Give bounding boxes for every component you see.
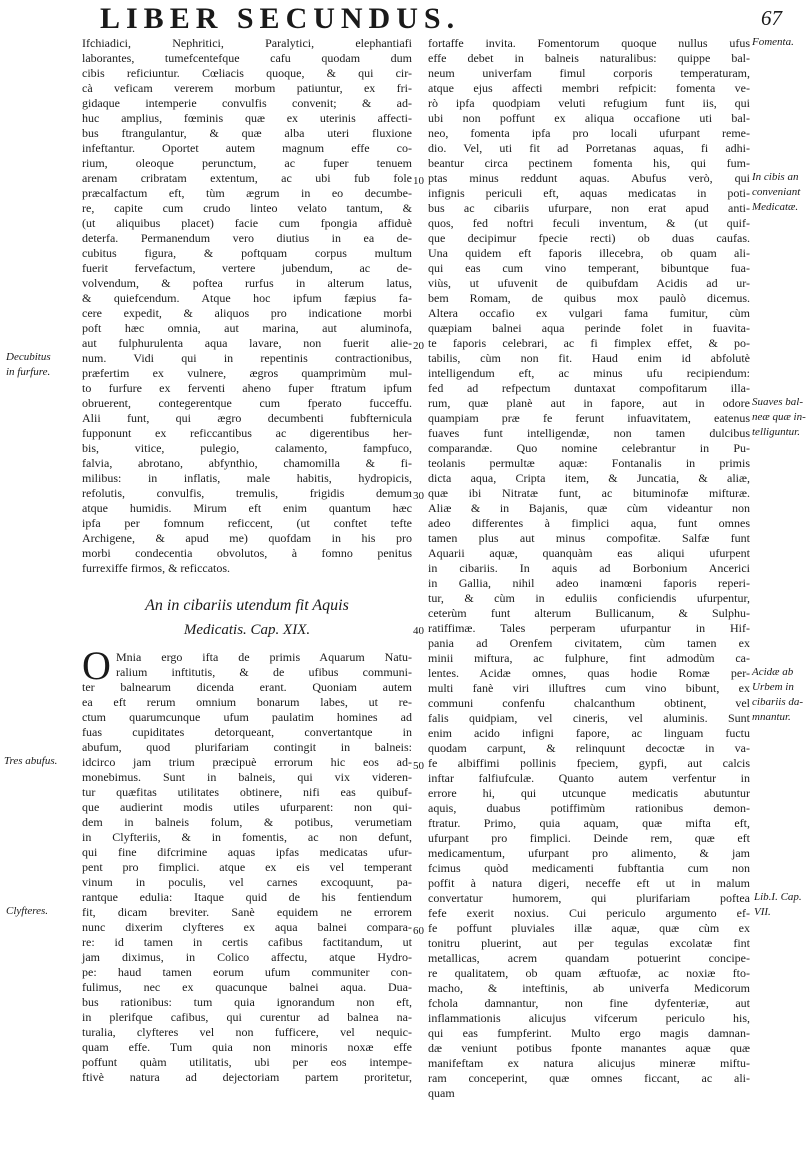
text-line: nunc dixerim clyfteres ex aqua balnei compara-: [82, 920, 412, 934]
text-line: ubi non poffunt ex aliqua occafione uti bal-: [428, 111, 750, 125]
text-line: aquis, duabus potiffimùm rationibus demon-: [428, 801, 750, 815]
text-line: Una quidem eft faporis illecebra, ob quam ali-: [428, 246, 750, 260]
text-line: cà veficam vererem morbum patiuntur, ex fri-: [82, 81, 412, 95]
text-line: que audierint modis utiles ufurparent: non qui-: [82, 800, 412, 814]
line-number: 10: [413, 175, 424, 187]
text-line: in plerifque cafibus, qui curentur ad balnea na-: [82, 1010, 412, 1024]
text-line: pania ad Orenfem civitatem, cùm tamen ex: [428, 636, 750, 650]
text-line: comparandæ. Quo nomine celebrantur in Pu-: [428, 441, 750, 455]
text-line: ratiffimæ. Tales perperam ufurpantur in Hif-: [428, 621, 750, 635]
text-line: atque ejus affecti membri refpicit: fomenta ve-: [428, 81, 750, 95]
text-line: ftratur. Primo, quia aquam, quæ mifta eft,: [428, 816, 750, 830]
text-line: qui fine difcrimine aquas ipfas medicatas ufur-: [82, 845, 412, 859]
text-line: in Clyfteriis, & in fomentis, ac non defunt,: [82, 830, 412, 844]
text-line: macho, & inteftinis, ab univerfa Medicorum: [428, 981, 750, 995]
text-line: fe albiffimi pollinis fpeciem, gypfi, aut calcis: [428, 756, 750, 770]
text-line: fit, dicam breviter. Sanè equidem ne errorem: [82, 905, 412, 919]
text-line: re, capite cum crudo linteo velato tantum, &: [82, 201, 412, 215]
text-line: effe debet in balneis naturalibus: quippe bal-: [428, 51, 750, 65]
text-line: falis quidpiam, vel cineris, vel aluminis. Sunt: [428, 711, 750, 725]
text-line: Archigene, & apud me) quofdam in his pro: [82, 531, 412, 545]
text-line: ter balnearum dicenda erant. Quoniam autem: [82, 680, 412, 694]
text-line: errore hi, qui utcunque medicatis abutuntur: [428, 786, 750, 800]
text-line: infignis periculi eft, aquas medicatas in poti-: [428, 186, 750, 200]
text-line: fuas cupiditates detorqueant, convertantque in: [82, 725, 412, 739]
margin-note-in-cibis: Medicatæ.: [752, 201, 799, 213]
text-line: quodam carpunt, & relinquunt decoctæ in va-: [428, 741, 750, 755]
text-line: & quiefcendum. Atque hoc ipfum fæpius fa-: [82, 291, 412, 305]
text-line: re: id tamen in certis cafibus factitandum, ut: [82, 935, 412, 949]
text-line: bem Romam, de quibus mox paulò dicemus.: [428, 291, 750, 305]
text-line: bus ftrangulantur, & quæ alba uteri fluxione: [82, 126, 412, 140]
text-line: Aliæ & in Bajanis, quæ cùm videantur non: [428, 501, 750, 515]
text-line: adeo differentes à fimplici aqua, funt omnes: [428, 516, 750, 530]
text-line: Mnia ergo ifta de primis Aquarum Natu-: [116, 650, 412, 664]
text-line: poft hæc omnia, aut marina, aut aluminofa,: [82, 321, 412, 335]
text-line: cibis reficiuntur. Cœliacis quoque, & qui cir-: [82, 66, 412, 80]
text-line: infeftantur. Oportet autem magnum effe co-: [82, 141, 412, 155]
text-line: vinum in poculis, vel carnes excoquunt, pa-: [82, 875, 412, 889]
text-line: multi fanè viri illuftres cum vino bibunt, ex: [428, 681, 750, 695]
margin-note-suaves: Suaves bal-: [752, 396, 804, 408]
text-line: num. Vidi qui in repentinis contractionibus,: [82, 351, 412, 365]
text-line: re qualitatem, ob quam æftuofæ, ac noxiæ fto-: [428, 966, 750, 980]
text-line: tabilis, cùm non fit. Haud enim id abfolutè: [428, 351, 750, 365]
text-line: abufum, quod plurifariam contingit in balneis:: [82, 740, 412, 754]
text-line: gidaque intemperie convulfis convenit; & ad-: [82, 96, 412, 110]
text-line: turalia, clyfteres vel non fufficere, vel nequic-: [82, 1025, 412, 1039]
text-line: fcimus quòd medicamenti fubftantia cum non: [428, 861, 750, 875]
line-number: 20: [413, 340, 424, 352]
text-line: quam effe. Tum quia non minoris noxæ effe: [82, 1040, 412, 1054]
margin-note-decubitus: Decubitus: [6, 351, 51, 363]
text-line: ea eft rerum omnium bonarum labes, ut re-: [82, 695, 412, 709]
text-line: furrexiffe firmos, & reficcatos.: [82, 561, 231, 575]
margin-note-acidae: cibariis da-: [752, 696, 804, 708]
margin-note-suaves: neæ quæ in-: [752, 411, 806, 423]
text-line: ceterùm funt alterum Bullicanum, & Sulphu-: [428, 606, 750, 620]
text-line: fupponunt ex reficcantibus ac digerentibus her-: [82, 426, 412, 440]
text-line: inflammationis alicujus vifcerum periculo his,: [428, 1011, 750, 1025]
text-line: pe: haud tamen eorum ufum communiter con-: [82, 965, 412, 979]
text-line: dæ veniunt potibus fponte manantes aquæ quæ: [428, 1041, 750, 1055]
text-line: deterfa. Permanendum vero diutius in ea de-: [82, 231, 412, 245]
margin-note-suaves: telliguntur.: [752, 426, 800, 438]
text-line: dio. Vel, uti fit ad Porretanas aquas, fi adhi-: [428, 141, 750, 155]
text-line: volvendum, & poftea rurfus in alterum latus,: [82, 276, 412, 290]
margin-note-decubitus: in furfure.: [6, 366, 51, 378]
text-line: refolutis, convulfis, tremulis, frigidis demum: [82, 486, 412, 500]
margin-note-clysteres: Clyfteres.: [6, 905, 49, 917]
text-line: obruerent, contegerentque cum fperato fucceffu.: [82, 396, 412, 410]
text-line: milibus: in inflatis, male habitis, hydropicis,: [82, 471, 412, 485]
text-line: præfertim ex vulnere, ægros quamprimùm mul-: [82, 366, 412, 380]
margin-note-acidae: Acidæ ab: [752, 666, 794, 678]
text-line: medicamentum, ufurpant pro alimento, & jam: [428, 846, 750, 860]
text-line: ipfa per fomnum reficcent, (ut conftet tefte: [82, 516, 412, 530]
text-line: ftivè natura ad dejectoriam partem proritetur,: [82, 1070, 412, 1084]
text-line: Ifchiadici, Nephritici, Paralytici, elephantiafi: [82, 36, 412, 50]
text-line: enim acido infigni fapore, ac linguam fuctu: [428, 726, 750, 740]
text-line: fortaffe invita. Fomentorum quoque nullus ufus: [428, 36, 750, 50]
text-line: morbi condecentia obvolutos, à fomno penitus: [82, 546, 412, 560]
text-line: bis, vitice, pulegio, calamento, fampfuco,: [82, 441, 412, 455]
text-line: neum univerfam fimul corporis temperaturam,: [428, 66, 750, 80]
text-line: Alii funt, qui ægro decumbenti fubfternicula: [82, 411, 412, 425]
text-line: fe poffunt pluviales illæ aquæ, quæ cùm ex: [428, 921, 750, 935]
text-line: huc amplius, fœminis quæ ex uterinis affecti-: [82, 111, 412, 125]
margin-note-lib-ref: Lib.I. Cap.: [754, 891, 802, 903]
text-line: idcirco jam trium præcipuè errorum hic eos ad-: [82, 755, 412, 769]
margin-note-acidae: mnantur.: [752, 711, 791, 723]
text-line: in Gallia, nihil adeo inamœni faporis reperi-: [428, 576, 750, 590]
text-line: convertatur humorem, qui plurifariam poftea: [428, 891, 750, 905]
text-line: poffunt quàm utilitatis, ubi per eos intempe-: [82, 1055, 412, 1069]
text-line: præcalfactum eft, tùm ægrum in eo decumbe-: [82, 186, 412, 200]
text-line: arenam cribratam extentum, ac ubi fub fole: [82, 171, 412, 185]
text-line: communi confenfu chalcanthum obtinent, vel: [428, 696, 750, 710]
text-line: ram conceperint, quæ omnes ficcant, ac ali-: [428, 1071, 750, 1085]
text-line: dicta aqua, Cripta item, & Juncatia, & aliæ,: [428, 471, 750, 485]
text-line: te faporis celebrari, ac fi fimplex effet, & po-: [428, 336, 750, 350]
margin-note-lib-ref: VII.: [754, 906, 771, 918]
text-line: jam diximus, in Colico affectu, atque Hydro-: [82, 950, 412, 964]
text-line: ptas minus reddunt aquas. Abufus verò, qui: [428, 171, 750, 185]
text-line: qui eas fumpferint. Multo ergo magis damnan-: [428, 1026, 750, 1040]
text-line: fulimus, nec ex quacunque balnei aqua. Dua-: [82, 980, 412, 994]
text-line: bus ac cibariis ufurpare, non erat apud anti-: [428, 201, 750, 215]
text-line: fefe exerit noxius. Cui periculo argumento ef-: [428, 906, 750, 920]
text-line: aut fulphurulenta aqua lavare, non fuerit alie-: [82, 336, 412, 350]
margin-note-fomenta: Fomenta.: [752, 36, 794, 48]
running-head: [0, 2, 800, 35]
text-line: ctum quarumcunque ufum paulatim homines ad: [82, 710, 412, 724]
text-line: ufurpant pro fimplici. Deinde rem, quæ eft: [428, 831, 750, 845]
text-line: poffit à natura digeri, neceffe eft ut in malum: [428, 876, 750, 890]
text-line: manifeftam ex natura alicujus mineræ miftu-: [428, 1056, 750, 1070]
text-line: rò ipfa quodpiam veluti refugium funt iis, qui: [428, 96, 750, 110]
text-line: pent pro fimplici. atque ex eis vel temperant: [82, 860, 412, 874]
running-head-title: LIBER SECUNDUS.: [100, 2, 461, 35]
text-line: quæpiam balnei aqua perinde folet in fuavita-: [428, 321, 750, 335]
text-line: quos, fed noftri feculi inventum, & (ut quif-: [428, 216, 750, 230]
text-line: falvia, abrotano, abfynthio, chamomilla & fi-: [82, 456, 412, 470]
text-line: quam: [428, 1086, 455, 1100]
text-line: laborantes, tumefcentefque cafu quodam dum: [82, 51, 412, 65]
text-line: qui eas cum vino temperant, bibuntque fua-: [428, 261, 750, 275]
text-line: fchola damnantur, non fine dyfenteriæ, aut: [428, 996, 750, 1010]
chapter-heading-line2: Medicatis. Cap. XIX.: [183, 622, 311, 638]
text-line: rium, oleoque perunctum, ac fuper tenuem: [82, 156, 412, 170]
text-line: monebimus. Sunt in balneis, qui vix videren-: [82, 770, 412, 784]
text-line: metallicas, acrem quandam potuerint concipe-: [428, 951, 750, 965]
line-number: 60: [413, 925, 424, 937]
text-line: beantur circa pectinem fomenta his, qui fum-: [428, 156, 750, 170]
text-line: cere expedit, & aliquos pro indicatione morbi: [82, 306, 412, 320]
text-line: tamen plus aut minus compofitæ. Salfæ funt: [428, 531, 750, 545]
text-line: viùs, ut ufuvenit de quibufdam Acidis ad ur-: [428, 276, 750, 290]
text-line: tur, & cùm in eduliis conficiendis ufurpentur,: [428, 591, 750, 605]
text-line: in cibariis. In aquis ad Borbonium Ancerici: [428, 561, 750, 575]
text-line: atque humidis. Mirum eft enim quantum hæc: [82, 501, 412, 515]
text-line: Altera occafio ex vulgari fama fumitur, cùm: [428, 306, 750, 320]
margin-note-tres-abusus: Tres abufus.: [4, 755, 58, 767]
text-line: fed ad refpectum duntaxat compofitarum illa-: [428, 381, 750, 395]
text-line: quæ ibi Nitratæ funt, ac bituminofæ mifturæ.: [428, 486, 750, 500]
text-line: tonitru pluerint, aut per tegulas excolatæ fint: [428, 936, 750, 950]
text-line: fuaves funt intelligendæ, non tamen dulcibus: [428, 426, 750, 440]
line-number: 50: [413, 760, 424, 772]
text-line: rantque edulia: Itaque quid de his fentiendum: [82, 890, 412, 904]
page-number: 67: [761, 6, 782, 30]
text-line: cubitus figura, & poftquam corpus multum: [82, 246, 412, 260]
text-line: Aquarii aquæ, quanquàm eas aliqui ufurpent: [428, 546, 750, 560]
text-line: que decipimur fpecie recti) ob duas caufas.: [428, 231, 750, 245]
text-line: quampiam præ fe ferunt infuavitatem, eatenus: [428, 411, 750, 425]
margin-note-in-cibis: In cibis an: [752, 171, 799, 183]
drop-cap: O: [82, 643, 111, 688]
line-number: 30: [413, 490, 424, 502]
chapter-heading-line1: An in cibariis utendum fit Aquis: [145, 597, 349, 614]
text-line: inftar falfiufculæ. Quanto autem verfentur in: [428, 771, 750, 785]
text-line: neo, fomenta ipfa pro locali ufurpant reme-: [428, 126, 750, 140]
text-line: bus rationibus: tum quia ignorandum non eft,: [82, 995, 412, 1009]
text-line: (ut aliquibus placet) facie cum fpongia affiduè: [82, 216, 412, 230]
text-line: minii miftura, ac fulphure, fint admodùm ca-: [428, 651, 750, 665]
text-line: teolanis permultæ aquæ: Fontanalis in primis: [428, 456, 750, 470]
text-line: lentes. Acidæ omnes, quas hodie Romæ per-: [428, 666, 750, 680]
text-line: rum, quæ planè aut in fapore, aut in odore: [428, 396, 750, 410]
margin-note-acidae: Urbem in: [752, 681, 794, 693]
text-line: tur quæfitas utilitates obtinere, nifi eas quibuf-: [82, 785, 412, 799]
text-line: to furfure ex ferventi aheno fuper ftratum ipfum: [82, 381, 412, 395]
text-line: intelligendum eft, ac minus ufu recipiendum:: [428, 366, 750, 380]
line-number: 40: [413, 625, 424, 637]
text-line: dem in balneis folum, & potibus, verumetiam: [82, 815, 412, 829]
margin-note-in-cibis: conveniant: [752, 186, 801, 198]
text-line: fuerit fervefactum, vertere jubendum, ac de-: [82, 261, 412, 275]
text-line: ralium inftitutis, & de ufibus communi-: [116, 665, 412, 679]
